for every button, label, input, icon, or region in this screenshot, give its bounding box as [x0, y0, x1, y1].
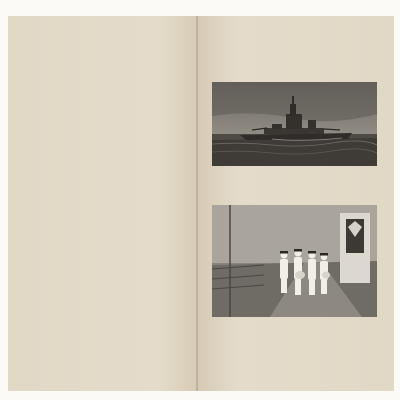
right-page: [198, 16, 394, 391]
left-page: [8, 16, 196, 391]
deck-crew-photo: [212, 205, 377, 317]
book-spread: [8, 16, 394, 391]
battleship-photo: [212, 82, 377, 166]
